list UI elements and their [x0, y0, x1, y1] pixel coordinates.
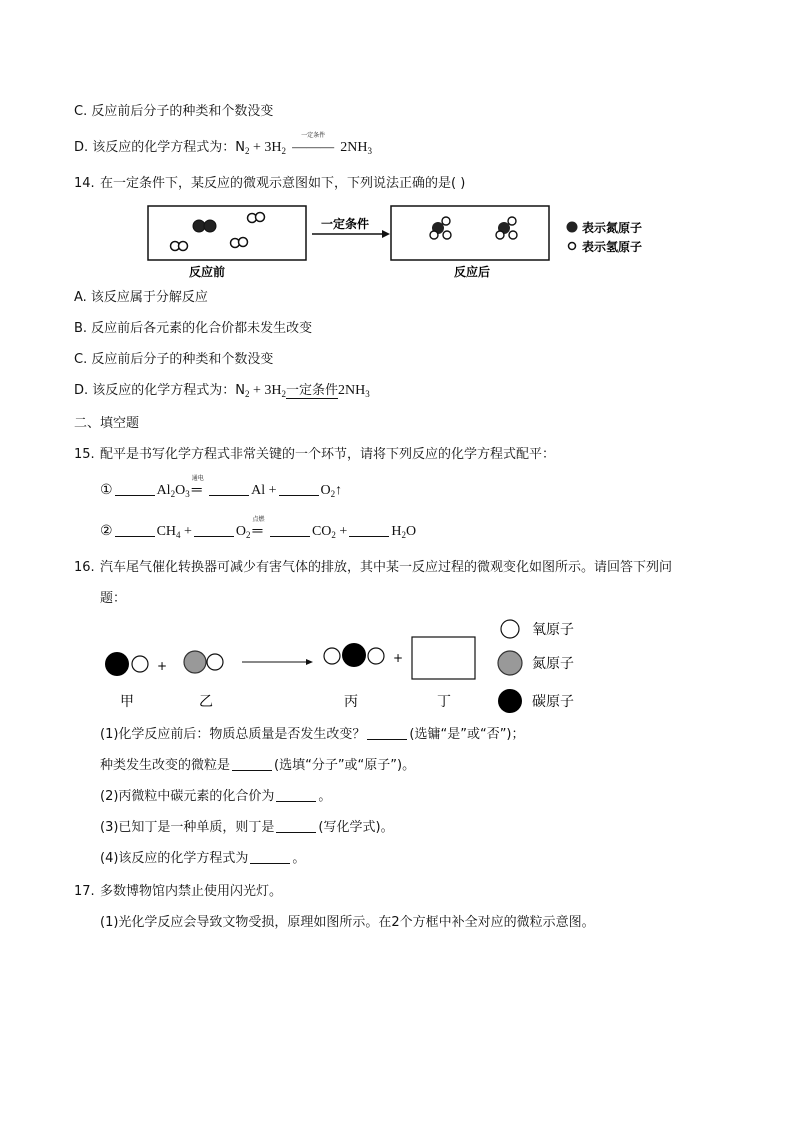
- arrow-condition-label: 一定条件: [320, 217, 370, 231]
- reaction-condition: 一定条件 ―――: [292, 132, 335, 155]
- molecule-bing: [324, 643, 384, 667]
- q13-option-d: D. 该反应的化学方程式为：$N_2 + 3H_2$ 一定条件 ――― $2NH_3$: [74, 132, 373, 156]
- legend-n-label: 表示氮原子: [582, 221, 643, 235]
- svg-text:+: +: [156, 659, 168, 673]
- molecule-jia: [105, 652, 148, 676]
- label-ding: 丁: [437, 694, 451, 710]
- answer-blank[interactable]: [276, 818, 316, 833]
- answer-blank[interactable]: [194, 522, 234, 537]
- label-bing: 丙: [344, 694, 358, 710]
- before-label: 反应前: [188, 265, 226, 279]
- label-yi: 乙: [199, 694, 213, 710]
- q14-option-a: A. 该反应属于分解反应: [74, 290, 208, 305]
- q16-diagram: [96, 612, 596, 716]
- answer-blank[interactable]: [349, 522, 389, 537]
- legend-o-symbol: [501, 620, 519, 638]
- q15-equation-1: ① $Al_2O_3$ 通电 ═ $Al + O_2↑$: [100, 476, 343, 499]
- legend-n-symbol: [498, 651, 522, 675]
- answer-blank[interactable]: [115, 522, 155, 537]
- q16-sub4: (4)该反应的化学方程式为 。: [100, 851, 306, 866]
- q17-stem: 17. 多数博物馆内禁止使用闪光灯。: [74, 884, 283, 899]
- legend-c-label: 碳原子: [532, 694, 574, 710]
- q13-option-c: C. 反应前后分子的种类和个数没变: [74, 104, 274, 119]
- reaction-condition: 一定条件: [286, 383, 339, 398]
- q15-equation-2: ② $CH_4 + O_2$ 点燃 ═ $CO_2 + H_2O$: [100, 517, 417, 540]
- h2-molecule: [231, 238, 248, 248]
- answer-blank[interactable]: [115, 481, 155, 496]
- h2-molecule: [248, 213, 265, 223]
- q17-sub1: (1)光化学反应会导致文物受损，原理如图所示。在2个方框中补全对应的微粒示意图。: [100, 915, 595, 930]
- answer-blank[interactable]: [209, 481, 249, 496]
- answer-blank[interactable]: [270, 522, 310, 537]
- q15-stem: 15. 配平是书写化学方程式非常关键的一个环节，请将下列反应的化学方程式配平：: [74, 447, 556, 462]
- after-label: 反应后: [453, 265, 491, 279]
- q14-diagram: [146, 204, 666, 282]
- q16-sub2: (2)丙微粒中碳元素的化合价为 。: [100, 789, 332, 804]
- legend-c-symbol: [498, 689, 522, 713]
- q16-stem-line2: 题：: [100, 591, 127, 606]
- q16-sub3: (3)已知丁是一种单质，则丁是 (写化学式)。: [100, 820, 394, 835]
- h2-molecule: [171, 242, 188, 251]
- q14-option-d: D. 该反应的化学方程式为：$N_2 + 3H_2$一定条件$2NH_3$: [74, 383, 370, 399]
- q16-sub1b: 种类发生改变的微粒是 (选填“分子”或“原子”)。: [100, 758, 416, 773]
- legend-n-label: 氮原子: [532, 656, 574, 672]
- q14-option-b: B. 反应前后各元素的化合价都未发生改变: [74, 321, 313, 336]
- answer-blank[interactable]: [367, 725, 407, 740]
- q16-stem-line1: 16. 汽车尾气催化转换器可减少有害气体的排放，其中某一反应过程的微观变化如图所示。请回答下列问: [74, 560, 673, 575]
- legend-h-label: 表示氢原子: [582, 240, 643, 254]
- answer-blank[interactable]: [276, 787, 316, 802]
- molecule-ding-box[interactable]: [412, 637, 475, 679]
- label-jia: 甲: [120, 694, 134, 710]
- molecule-yi: [184, 651, 223, 673]
- reaction-condition: 点燃 ═: [252, 517, 265, 539]
- reaction-condition: 通电 ═: [191, 476, 204, 498]
- legend-o-label: 氧原子: [532, 622, 574, 638]
- legend-h-symbol: [569, 243, 576, 250]
- answer-blank[interactable]: [232, 756, 272, 771]
- section-title: 二、填空题: [74, 416, 140, 431]
- q14-option-c: C. 反应前后分子的种类和个数没变: [74, 352, 274, 367]
- q14-stem: 14. 在一定条件下，某反应的微观示意图如下，下列说法正确的是( ): [74, 176, 466, 191]
- answer-blank[interactable]: [279, 481, 319, 496]
- legend-n-symbol: [567, 222, 578, 233]
- answer-blank[interactable]: [250, 849, 290, 864]
- svg-text:+: +: [392, 651, 404, 665]
- q16-sub1a: (1)化学反应前后：物质总质量是否发生改变？ (选镛“是”或“否”)；: [100, 727, 525, 742]
